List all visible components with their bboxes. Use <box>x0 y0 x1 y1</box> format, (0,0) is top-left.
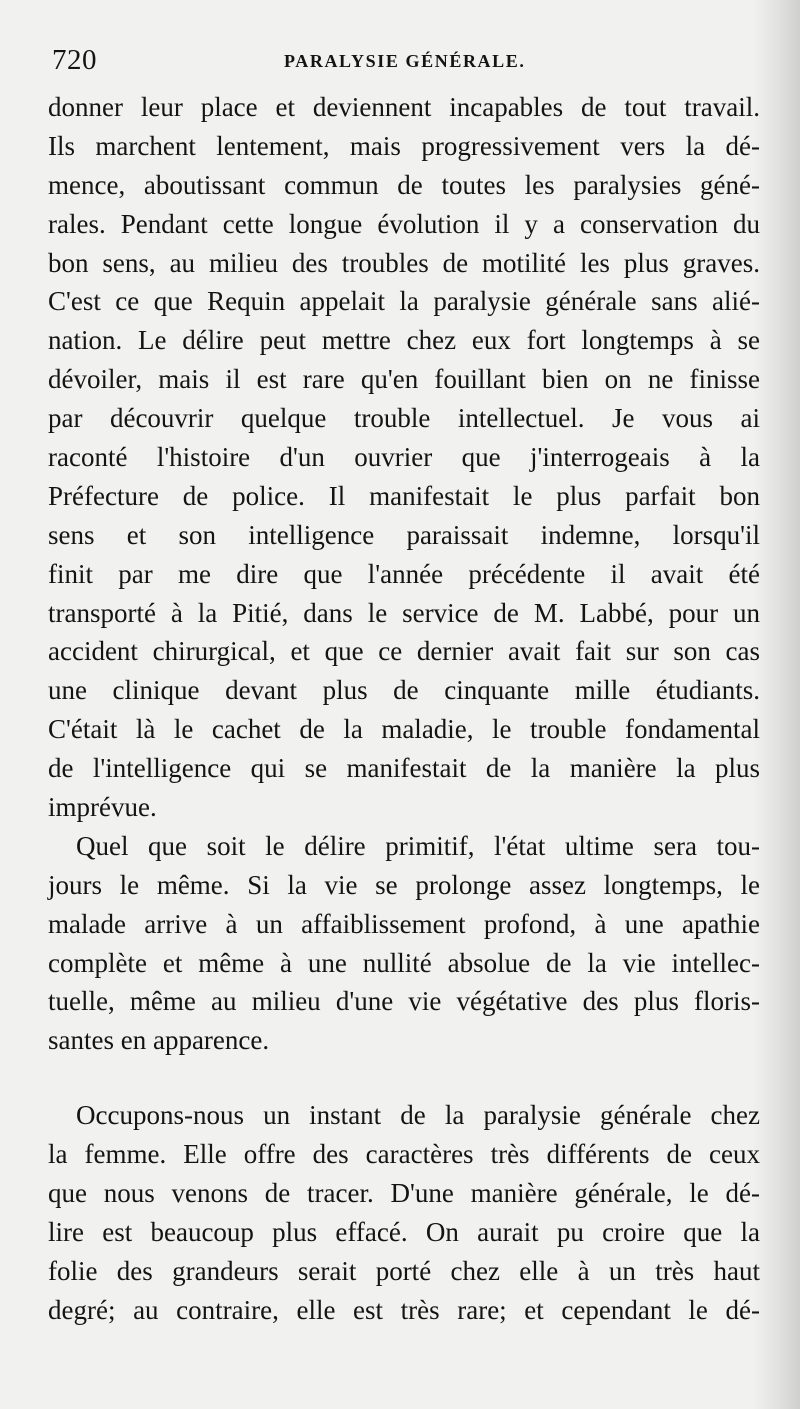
paragraph-spacer <box>48 1060 760 1096</box>
text-line: santes en apparence. <box>48 1025 270 1056</box>
text-line: finit par me dire que l'année précédente il avait été <box>48 558 760 589</box>
text-line: nation. Le délire peut mettre chez eux fort longtemps à se <box>48 325 760 356</box>
text-line: Quel que soit le délire primitif, l'état ultime sera tou- <box>76 830 760 861</box>
page-number: 720 <box>52 44 97 76</box>
running-title: PARALYSIE GÉNÉRALE. <box>284 51 526 71</box>
text-line: C'est ce que Requin appelait la paralysie générale sans alié- <box>48 286 760 317</box>
text-line: C'était là le cachet de la maladie, le trouble fondamental <box>48 714 760 745</box>
text-line: dévoiler, mais il est rare qu'en fouillant bien on ne finisse <box>48 364 760 395</box>
text-line: la femme. Elle offre des caractères très différents de ceux <box>48 1139 760 1170</box>
text-line: transporté à la Pitié, dans le service de M. Labbé, pour un <box>48 597 760 628</box>
text-line: jours le même. Si la vie se prolonge assez longtemps, le <box>48 869 760 900</box>
text-line: bon sens, au milieu des troubles de motilité les plus graves. <box>48 247 760 278</box>
text-line: une clinique devant plus de cinquante mille étudiants. <box>48 675 760 706</box>
text-line: malade arrive à un affaiblissement profond, à une apathie <box>48 908 760 939</box>
text-line: mence, aboutissant commun de toutes les paralysies géné- <box>48 169 760 200</box>
text-line: Préfecture de police. Il manifestait le plus parfait bon <box>48 480 760 511</box>
paragraph-1 <box>48 88 760 827</box>
text-line: degré; au contraire, elle est très rare; et cependant le dé- <box>48 1294 760 1325</box>
body-text <box>48 88 760 1330</box>
text-line: que nous venons de tracer. D'une manière générale, le dé- <box>48 1178 760 1209</box>
text-line: par découvrir quelque trouble intellectuel. Je vous ai <box>48 403 760 434</box>
paragraph-2 <box>48 827 760 1060</box>
text-line: rales. Pendant cette longue évolution il y a conservation du <box>48 208 760 239</box>
running-head <box>52 40 752 80</box>
text-line: folie des grandeurs serait porté chez elle à un très haut <box>48 1255 760 1286</box>
text-line: imprévue. <box>48 792 157 823</box>
text-line: Occupons-nous un instant de la paralysie générale chez <box>76 1100 760 1131</box>
text-line: sens et son intelligence paraissait indemne, lorsqu'il <box>48 519 760 550</box>
text-line: tuelle, même au milieu d'une vie végétative des plus floris- <box>48 986 760 1017</box>
paragraph-3 <box>48 1096 760 1329</box>
text-line: raconté l'histoire d'un ouvrier que j'interrogeais à la <box>48 442 760 473</box>
text-line: de l'intelligence qui se manifestait de la manière la plus <box>48 753 760 784</box>
text-line: lire est beaucoup plus effacé. On aurait pu croire que la <box>48 1216 760 1247</box>
text-line: complète et même à une nullité absolue de la vie intellec- <box>48 947 760 978</box>
text-line: donner leur place et deviennent incapables de tout travail. <box>48 92 760 122</box>
text-line: Ils marchent lentement, mais progressivement vers la dé- <box>48 130 760 161</box>
text-line: accident chirurgical, et que ce dernier avait fait sur son cas <box>48 636 760 667</box>
